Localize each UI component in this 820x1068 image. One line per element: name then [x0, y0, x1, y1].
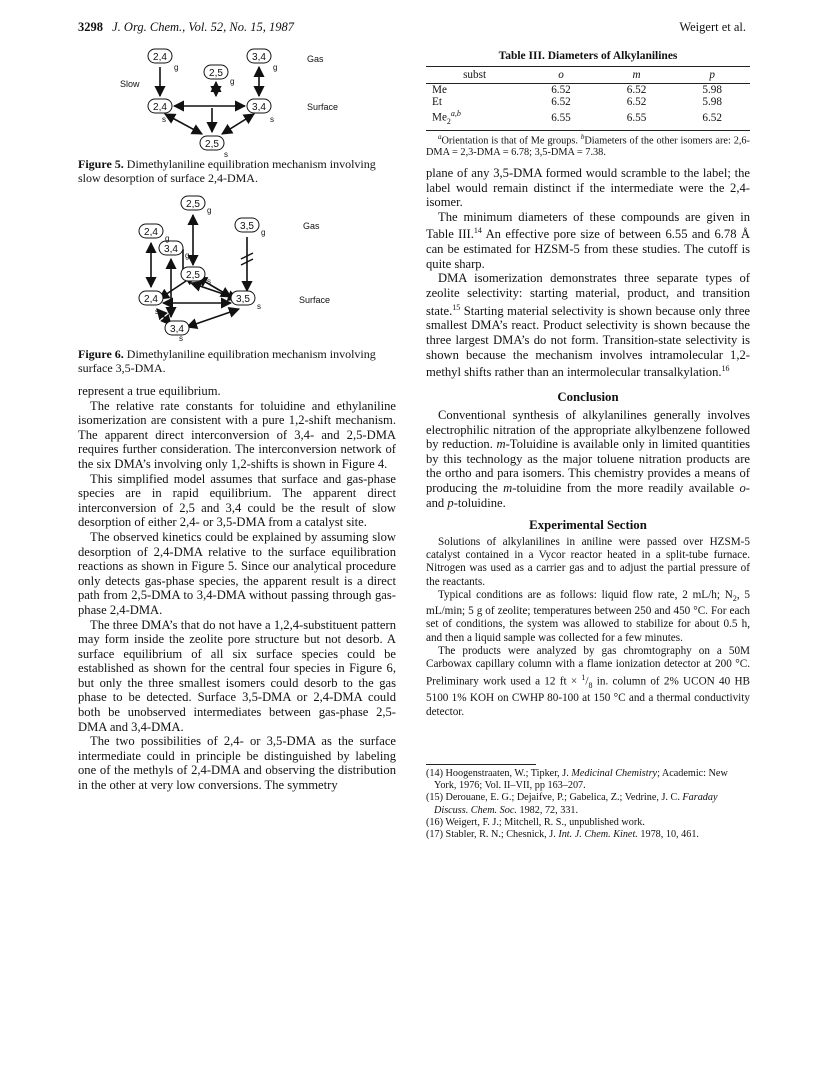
fig6-node-25g: 2,5 — [186, 199, 200, 210]
fig5-node-24s: 2,4 — [153, 102, 167, 113]
running-header-authors: Weigert et al. — [679, 20, 746, 34]
figure-6-diagram — [135, 193, 395, 341]
right-paragraph-2-text-b: An effective pore size of between 6.55 and 6.78 Å can be estimated for HZSM-5 from these studies. The cutoff is quite sharp. — [426, 227, 750, 271]
conclusion-p: p — [447, 495, 454, 510]
reference-item — [426, 768, 750, 792]
right-paragraph-3-text-b: Starting material selectivity is shown because only three smallest DMA’s react. Product selectivity is shown because the three largest DMA’s do not form. Transition-state selectivity is shown because the mechanism involves intramolecular 1,2-methyl shifts rather than an intermolecular transalkylation. — [426, 303, 750, 380]
fig6-sub-g1: g — [207, 206, 212, 215]
figure-5-caption-text: Dimethylaniline equilibration mechanism involving slow desorption of surface 2,4-DMA. — [78, 157, 376, 185]
references-divider — [426, 764, 536, 765]
reference-item — [426, 792, 750, 816]
page-number: 3298 — [78, 20, 103, 34]
ref-16-mark: 16 — [721, 364, 730, 374]
table-3-footnote-a-mark: a — [438, 133, 442, 141]
left-paragraph-1: represent a true equilibrium. — [78, 384, 221, 398]
experimental-p2-text-a: Typical conditions are as follows: liquid flow rate, 2 mL/h; N — [438, 588, 733, 601]
right-paragraph-3-text-a: DMA isomerization demonstrates three separate types of zeolite selectivity: starting material, product, and transition state. — [426, 271, 750, 318]
experimental-fraction-den: 8 — [588, 681, 593, 691]
conclusion-paragraph — [426, 408, 750, 510]
experimental-body — [426, 536, 750, 719]
table-3-footnote-b-mark: b — [580, 133, 585, 141]
fig6-sub-g4: g — [185, 251, 190, 260]
conclusion-text-a: Conventional synthesis of alkylanilines generally involves electrophilic nitration of the appropriate alkylbenzene followed by reduction. — [426, 408, 750, 452]
reference-number: (16) — [426, 816, 443, 828]
reference-text-tail: 1978, 10, 461. — [637, 829, 699, 841]
right-column-body — [426, 166, 750, 380]
conclusion-m2: m — [503, 480, 513, 495]
experimental-n2-subscript: 2 — [732, 594, 737, 604]
table-row — [426, 108, 750, 130]
figure-5-caption — [78, 158, 396, 185]
experimental-p2-text-b: , 5 mL/min; 5 g of zeolite; temperatures between 250 and 450 °C. For each set of conditions, the system was allowed to stabilize for about 0.5 h, and then a liquid sample was collected for a few minutes. — [426, 588, 750, 644]
fig6-gas-label: Gas — [303, 221, 320, 231]
conclusion-body — [426, 408, 750, 510]
table-row — [426, 96, 750, 108]
fig6-sub-s4: s — [179, 334, 183, 341]
conclusion-text-e: -toluidine. — [453, 495, 506, 510]
fig6-sub-s3: s — [257, 302, 261, 311]
table-cell: Et — [432, 96, 442, 108]
fig6-node-34s: 3,4 — [170, 324, 184, 335]
fig6-sub-g2: g — [165, 234, 170, 243]
right-paragraph-2 — [426, 210, 750, 272]
running-header-left — [78, 20, 294, 35]
conclusion-text-d: - and — [426, 480, 750, 510]
table-cell: 6.52 — [551, 84, 571, 96]
fig6-surface-label: Surface — [299, 295, 331, 305]
experimental-heading: Experimental Section — [529, 518, 647, 532]
fig5-sub-s3: s — [224, 150, 228, 159]
table-3-title: Table III. Diameters of Alkylanilines — [498, 50, 678, 62]
fig5-sub-s1: s — [162, 115, 166, 124]
conclusion-o: o — [739, 480, 746, 495]
figure-5-caption-label: Figure 5. — [78, 157, 124, 171]
reference-title: Faraday Discuss. Chem. Soc. — [434, 792, 718, 816]
table-3-header-m: m — [599, 67, 675, 84]
table-cell-me2-sup: a,b — [450, 109, 461, 118]
reference-item — [426, 817, 750, 829]
fig5-surface-label: Surface — [307, 102, 339, 112]
figure-6-caption-label: Figure 6. — [78, 347, 124, 361]
fig5-slow-label: Slow — [120, 79, 140, 89]
fig6-node-24s: 2,4 — [144, 294, 158, 305]
table-3-header-subst: subst — [426, 67, 523, 84]
table-row — [426, 84, 750, 97]
table-cell: 6.52 — [626, 96, 647, 108]
fig5-sub-g1: g — [174, 63, 179, 72]
experimental-fraction-num: 1 — [581, 673, 586, 683]
table-3-footnote-a: Orientation is that of Me groups. — [441, 135, 578, 147]
experimental-paragraph-1: Solutions of alkylanilines in aniline were passed over HZSM-5 catalyst contained in a Vycor reactor heated in a split-tube furnace. Nitrogen was used as a carrier gas and to adjust the partial pressure of the reactants. — [426, 536, 750, 588]
left-paragraph-6: The two possibilities of 2,4- or 3,5-DMA as the surface intermediate could in principle be distinguished by labeling one of the methyls of 2,4-DMA and observing the distribution in the other at very low conversions. The symmetry — [78, 734, 396, 793]
left-column-body — [78, 384, 396, 793]
table-cell-me2-sub: 2 — [446, 116, 451, 126]
table-3-footnotes — [426, 131, 750, 159]
left-paragraph-3: This simplified model assumes that surface and gas-phase species are in rapid equilibrium. The apparent direct interconversion of 2,5 and 3,4 could be the result of slow desorption of either 2,4- or 3,5-DMA from a catalyst site. — [78, 471, 396, 530]
fig5-sub-g2: g — [230, 77, 235, 86]
experimental-paragraph-3: The products were analyzed by gas chromtography on a 50M Carbowax capillary column with a flame ionization detector at 200 °C. Preliminary work used a 12 ft × $^1/_8$ in. column of 2% UCON 40 HB 5100 1% KOH on CWHP 80-100 at 150 °C and a thermal conductivity detector. — [426, 644, 750, 718]
fig5-node-25s: 2,5 — [205, 139, 219, 150]
fig5-node-34g: 3,4 — [252, 52, 266, 63]
fig5-node-34s: 3,4 — [252, 102, 266, 113]
reference-title: Medicinal Chemistry — [571, 768, 658, 779]
right-paragraph-1: plane of any 3,5-DMA formed would scramble to the label; the label would remain distinct if the intermediate were the 2,4-isomer. — [426, 166, 750, 210]
fig6-node-34g: 3,4 — [164, 244, 178, 255]
reference-text-tail: 1982, 72, 331. — [516, 804, 579, 816]
fig6-node-35g: 3,5 — [240, 221, 254, 232]
reference-title: Int. J. Chem. Kinet. — [558, 829, 638, 841]
reference-number: (14) — [426, 768, 443, 779]
conclusion-text-c: -toluidine from the more readily available — [512, 480, 740, 495]
table-cell: Me — [432, 84, 447, 96]
fig5-node-25g: 2,5 — [209, 68, 223, 79]
right-paragraph-3 — [426, 271, 750, 380]
figure-6-caption — [78, 348, 396, 375]
left-paragraph-4: The observed kinetics could be explained by assuming slow desorption of 2,4-DMA relative to the surface equilibration reactions as shown in Figure 5. Since our analytical procedure only detects gas-phase species, the apparent result is a direct path from 2,5-DMA to 3,4-DMA without passing through gas-phase 2,4-DMA. — [78, 529, 396, 617]
experimental-p3-text-a: The products were analyzed by gas chromtography on a 50M Carbowax capillary column with a flame ionization detector at 200 °C. Preliminary work used a 12 ft × — [426, 644, 750, 688]
reference-number: (15) — [426, 792, 443, 804]
table-cell: 6.55 — [599, 108, 675, 130]
journal-citation: J. Org. Chem., Vol. 52, No. 15, 1987 — [112, 20, 294, 34]
fig6-sub-g3: g — [261, 228, 266, 237]
table-cell: 6.52 — [551, 96, 571, 108]
left-paragraph-2: The relative rate constants for toluidine and ethylaniline isomerization are consistent with a pure 1,2-shift mechanism. The apparent direct interconversion of 3,4- and 2,5-DMA requires further consideration. The interconversion network of the six DMA’s involving only 1,2-shifts is shown in Figure 4. — [78, 398, 396, 471]
fig6-sub-s2: s — [155, 307, 159, 316]
table-cell: 6.55 — [523, 108, 599, 130]
reference-item — [426, 829, 750, 841]
reference-text: Weigert, F. J.; Mitchell, R. S., unpublished work. — [445, 816, 645, 828]
fig5-sub-g3: g — [273, 63, 278, 72]
table-cell-me2-base: Me — [432, 111, 447, 124]
fig5-sub-s2: s — [270, 115, 274, 124]
figure-6-caption-text: Dimethylaniline equilibration mechanism involving surface 3,5-DMA. — [78, 347, 376, 375]
table-3-footnote-b: Diameters of the other isomers are: 2,6-DMA = 2,3-DMA = 6.78; 3,5-DMA = 7.38. — [426, 135, 750, 159]
table-3 — [426, 66, 750, 131]
fig6-node-24g: 2,4 — [144, 227, 158, 238]
reference-number: (17) — [426, 829, 443, 841]
experimental-p3-text-b: in. column of 2% UCON 40 HB 5100 1% KOH on CWHP 80-100 at 150 °C and a thermal conductivity detector. — [426, 676, 750, 718]
fig6-node-25s: 2,5 — [186, 270, 200, 281]
conclusion-text-b: -Toluidine is available only in limited quantities by this technology as the major toluene nitration products are the ortho and para isomers. This chemistry provides a means of producing the — [426, 437, 750, 495]
table-3-header-p: p — [674, 67, 750, 84]
reference-text: Stabler, R. N.; Chesnick, J. — [445, 829, 559, 841]
table-3-header-o: o — [523, 67, 599, 84]
table-cell: 6.52 — [626, 84, 647, 96]
table-cell: 5.98 — [702, 96, 722, 108]
fig5-gas-label: Gas — [307, 54, 324, 64]
fig5-node-24g: 2,4 — [153, 52, 167, 63]
fig6-sub-s1: s — [207, 277, 211, 286]
references-list — [426, 768, 750, 841]
table-cell: 6.52 — [674, 108, 750, 130]
conclusion-heading: Conclusion — [557, 390, 619, 404]
table-cell: 5.98 — [702, 84, 722, 96]
table-cell-me2 — [426, 108, 523, 130]
experimental-paragraph-2 — [426, 589, 750, 645]
left-paragraph-5: The three DMA’s that do not have a 1,2,4-substituent pattern may form inside the zeolite pore structure but not desorb. A surface equilibrium of all six surface species could be established as shown for the central four species in Figure 6, but only the three smallest isomers could desorb to the gas phase to be detected. Surface 3,5-DMA or 2,4-DMA could both be unobserved intermediates between gas-phase 2,5-DMA and 3,4-DMA. — [78, 617, 396, 734]
figure-5-diagram — [120, 46, 390, 160]
reference-text: Derouane, E. G.; Dejaifve, P.; Gabelica, Z.; Vedrine, J. C. — [445, 792, 683, 804]
table-3-header-row — [426, 67, 750, 84]
right-paragraph-2-text-a: The minimum diameters of these compounds are given in Table III. — [426, 209, 750, 242]
ref-14-mark: 14 — [473, 226, 482, 236]
conclusion-m: m — [496, 437, 506, 452]
reference-text-tail: ; Academic: New York, 1976; Vol. II–VII, pp 163–207. — [434, 768, 728, 792]
reference-text: Hoogenstraaten, W.; Tipker, J. — [445, 768, 572, 779]
fig6-node-35s: 3,5 — [236, 294, 250, 305]
ref-15-mark: 15 — [452, 302, 461, 312]
